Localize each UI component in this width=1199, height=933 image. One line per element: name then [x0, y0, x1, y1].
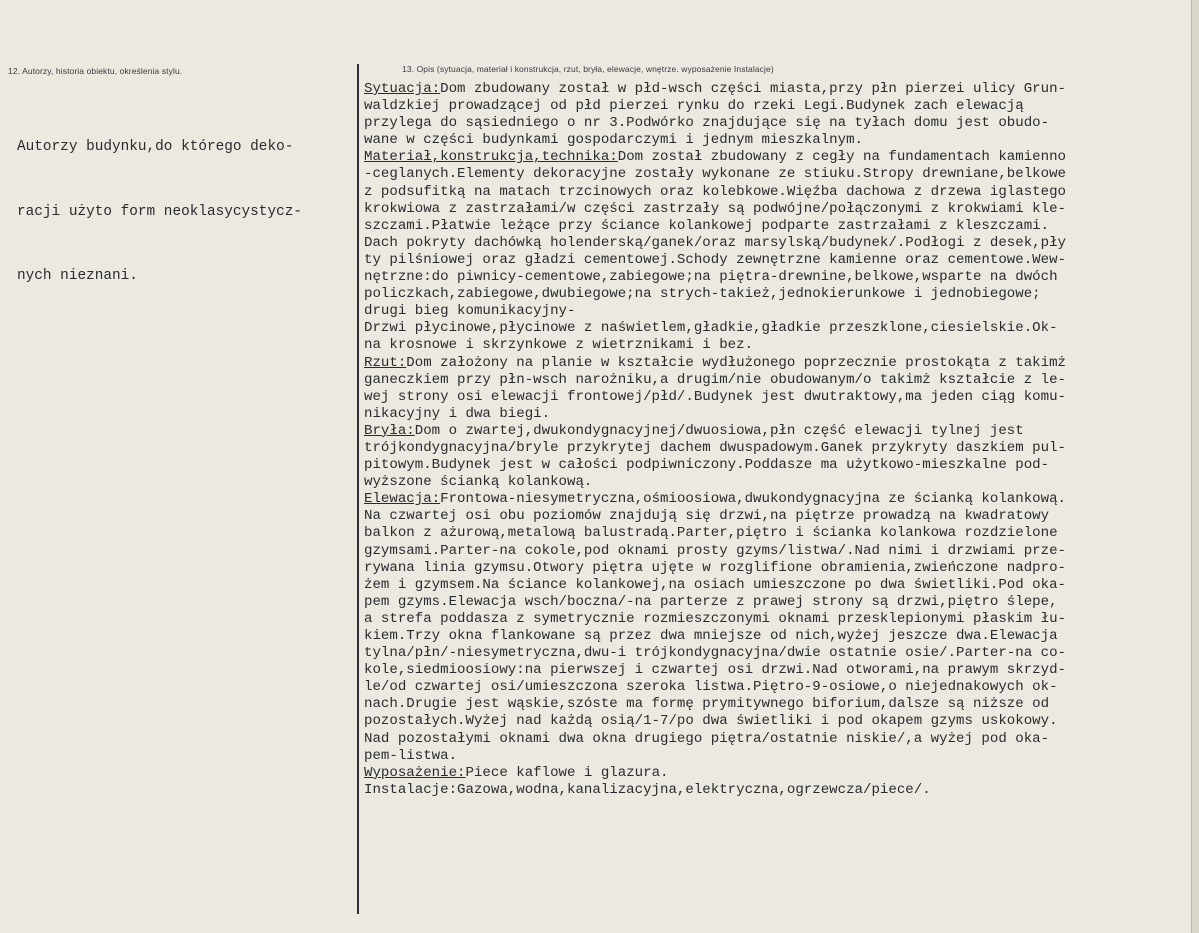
description-line [364, 337, 1194, 354]
description-line [364, 218, 1194, 235]
line-text: waldzkiej prowadzącej od płd pierzei rynku do rzeki Legi.Budynek zach elewacją [364, 98, 1024, 115]
description-line [364, 525, 1194, 542]
line-text: Drzwi płycinowe,płycinowe z naświetlem,gładkie,gładkie przeszklone,ciesielskie.Ok- [364, 320, 1058, 337]
section-label: Materiał,konstrukcja,technika: [364, 149, 618, 166]
description-line [364, 98, 1194, 115]
line-text: z podsufitką na matach trzcinowych oraz kolebkowe.Więźba dachowa z drzewa iglastego [364, 183, 1066, 200]
authors-line: racji użyto form neoklasycystycz- [17, 203, 302, 220]
line-text: kiem.Trzy okna flankowane są przez dwa mniejsze od nich,wyżej jeszcze dwa.Elewacja [364, 628, 1058, 644]
description-line [364, 713, 1194, 730]
description-line [364, 491, 1194, 508]
line-text: -ceglanych.Elementy dekoracyjne zostały wykonane ze stiuku.Stropy drewniane,belkowe [364, 166, 1066, 183]
description-line [364, 662, 1194, 679]
line-text: Dom założony na planie w kształcie wydłużonego poprzecznie prostokąta z takimż [406, 354, 1066, 371]
line-text: Dom został zbudowany z cegły na fundamentach kamienno [617, 149, 1066, 166]
section-label: Rzut: [364, 354, 407, 371]
description-header: 13. Opis (sytuacja, materiał i konstrukcja, rzut, bryła, elewacje, wnętrze. wyposażenie Instalacje) [402, 64, 774, 74]
description-line [364, 782, 1194, 799]
description-line [364, 679, 1194, 696]
description-text [364, 81, 1194, 799]
line-text: a strefa poddasza z symetrycznie rozmieszczonymi oknami przesklepionymi płaskim łu- [364, 610, 1066, 627]
description-line [364, 132, 1194, 149]
line-text: gzymsami.Parter-na cokole,pod oknami prosty gzyms/listwa/.Nad nimi i drzwiami prze- [364, 542, 1066, 559]
authors-text [17, 94, 352, 331]
description-line [364, 286, 1194, 303]
description-line [364, 115, 1194, 132]
line-text: wej strony osi elewacji frontowej/płd/.Budynek jest dwutraktowy,ma jeden ciąg komu- [364, 388, 1066, 405]
section-label: Sytuacja: [364, 81, 441, 97]
line-text: przylega do sąsiedniego o nr 3.Podwórko znajdujące się na tyłach domu jest obudo- [364, 115, 1050, 132]
description-line [364, 696, 1194, 713]
description-line [364, 201, 1194, 218]
section-label: Elewacja: [364, 491, 441, 508]
description-line [364, 166, 1194, 183]
line-text: policzkach,zabiegowe,dwubiegowe;na strych-takież,jednokierunkowe i jednobiegowe; [364, 286, 1041, 303]
description-line [364, 235, 1194, 252]
line-text: nikacyjny i dwa biegi. [364, 405, 551, 422]
line-text: pozostałych.Wyżej nad każdą osią/1-7/po dwa świetliki i pod okapem gzyms uskokowy. [364, 713, 1058, 730]
line-text: wyższone ścianką kolankową. [364, 474, 593, 491]
description-line [364, 81, 1194, 98]
line-text: ty pilśniowej oraz gładzi cementowej.Schody zewnętrzne kamienne oraz cementowe.Wew- [364, 251, 1066, 268]
description-line [364, 731, 1194, 748]
line-text: Frontowa-niesymetryczna,ośmioosiowa,dwukondygnacyjna ze ścianką kolankową. [440, 491, 1066, 508]
line-text: drugi bieg komunikacyjny- [364, 303, 576, 320]
section-label: Wyposażenie: [364, 764, 466, 781]
description-line [364, 406, 1194, 423]
line-text: nętrzne:do piwnicy-cementowe,zabiegowe;na piętra-drewnine,belkowe,wsparte na dwóch [364, 269, 1058, 286]
description-line [364, 628, 1194, 645]
section-label: Bryła: [364, 422, 415, 439]
line-text: balkon z ażurową,metalową balustradą.Parter,piętro i ścianka kolankowa rozdzielone [364, 525, 1058, 542]
description-line [364, 303, 1194, 320]
column-divider [357, 64, 359, 914]
description-line [364, 611, 1194, 628]
description-line [364, 355, 1194, 372]
description-line [364, 184, 1194, 201]
line-text: Dom o zwartej,dwukondygnacyjnej/dwuosiowa,płn część elewacji tylnej jest [414, 422, 1024, 439]
line-text: Piece kaflowe i glazura. [465, 764, 669, 781]
description-line [364, 372, 1194, 389]
line-text: krokwiowa z zastrzałami/w części zastrzały są podwójne/połączonymi z krokwiami kle- [364, 200, 1066, 217]
authors-column [0, 0, 355, 933]
description-line [364, 149, 1194, 166]
line-text: le/od czwartej osi/umieszczona szeroka listwa.Piętro-9-osiowe,o niejednakowych ok- [364, 679, 1058, 696]
line-text: kole,siedmioosiowy:na pierwszej i czwartej osi drzwi.Nad otworami,na prawym skrzyd- [364, 662, 1066, 679]
line-text: wane w części budynkami gospodarczymi i jednym mieszkalnym. [364, 132, 863, 149]
line-text: tylna/płn/-niesymetryczna,dwu-i trójkondygnacyjna/dwie ostatnie osie/.Parter-na co- [364, 645, 1066, 662]
line-text: rywana linia gzymsu.Otwory piętra ujęte w rozglifione obramienia,zwieńczone nadpro- [364, 559, 1066, 576]
description-line [364, 389, 1194, 406]
description-line [364, 252, 1194, 269]
description-line [364, 440, 1194, 457]
authors-header: 12. Autorzy, historia obiektu, określenia stylu. [8, 66, 183, 76]
line-text: Na czwartej osi obu poziomów znajdują się drzwi,na piętrze prowadzą na kwadratowy [364, 508, 1050, 525]
line-text: ganeczkiem przy płn-wsch narożniku,a drugim/nie obudowanym/o takimż kształcie z le- [364, 371, 1066, 388]
line-text: pitowym.Budynek jest w całości podpiwniczony.Poddasze ma użytkowo-mieszkalne pod- [364, 457, 1050, 474]
line-text: Instalacje:Gazowa,wodna,kanalizacyjna,elektryczna,ogrzewcza/piece/. [364, 781, 931, 798]
description-line [364, 765, 1194, 782]
description-line [364, 645, 1194, 662]
description-line [364, 269, 1194, 286]
description-line [364, 457, 1194, 474]
description-line [364, 594, 1194, 611]
description-line [364, 508, 1194, 525]
description-line [364, 320, 1194, 337]
description-line [364, 543, 1194, 560]
line-text: żem i gzymsem.Na ściance kolankowej,na osiach umieszczone po dwa świetliki.Pod oka- [364, 576, 1066, 593]
description-line [364, 560, 1194, 577]
description-line [364, 577, 1194, 594]
line-text: pem-listwa. [364, 747, 458, 764]
line-text: Dom zbudowany został w płd-wsch części miasta,przy płn pierzei ulicy Grun- [440, 81, 1066, 97]
line-text: Nad pozostałymi oknami dwa okna drugiego piętra/ostatnie niskie/,a wyżej pod oka- [364, 730, 1050, 747]
line-text: trójkondygnacyjna/bryle przykrytej dachem dwuspadowym.Ganek przykryty daszkiem pul- [364, 439, 1066, 456]
description-line [364, 748, 1194, 765]
description-line [364, 423, 1194, 440]
line-text: na krosnowe i skrzynkowe z wietrznikami i bez. [364, 337, 754, 354]
description-line [364, 474, 1194, 491]
line-text: pem gzyms.Elewacja wsch/boczna/-na parterze z prawej strony są drzwi,piętro ślepe, [364, 593, 1058, 610]
line-text: nach.Drugie jest wąskie,szóste ma formę prymitywnego biforium,dalsze są niższe od [364, 696, 1050, 713]
page-edge [1191, 0, 1199, 933]
line-text: szczami.Płatwie leżące przy ściance kolankowej podparte zastrzałami z kleszczami. [364, 217, 1050, 234]
line-text: Dach pokryty dachówką holenderską/ganek/oraz marsylską/budynek/.Podłogi z desek,pły [364, 234, 1066, 251]
authors-line: nych nieznani. [17, 268, 138, 284]
authors-line: Autorzy budynku,do którego deko- [17, 139, 294, 155]
